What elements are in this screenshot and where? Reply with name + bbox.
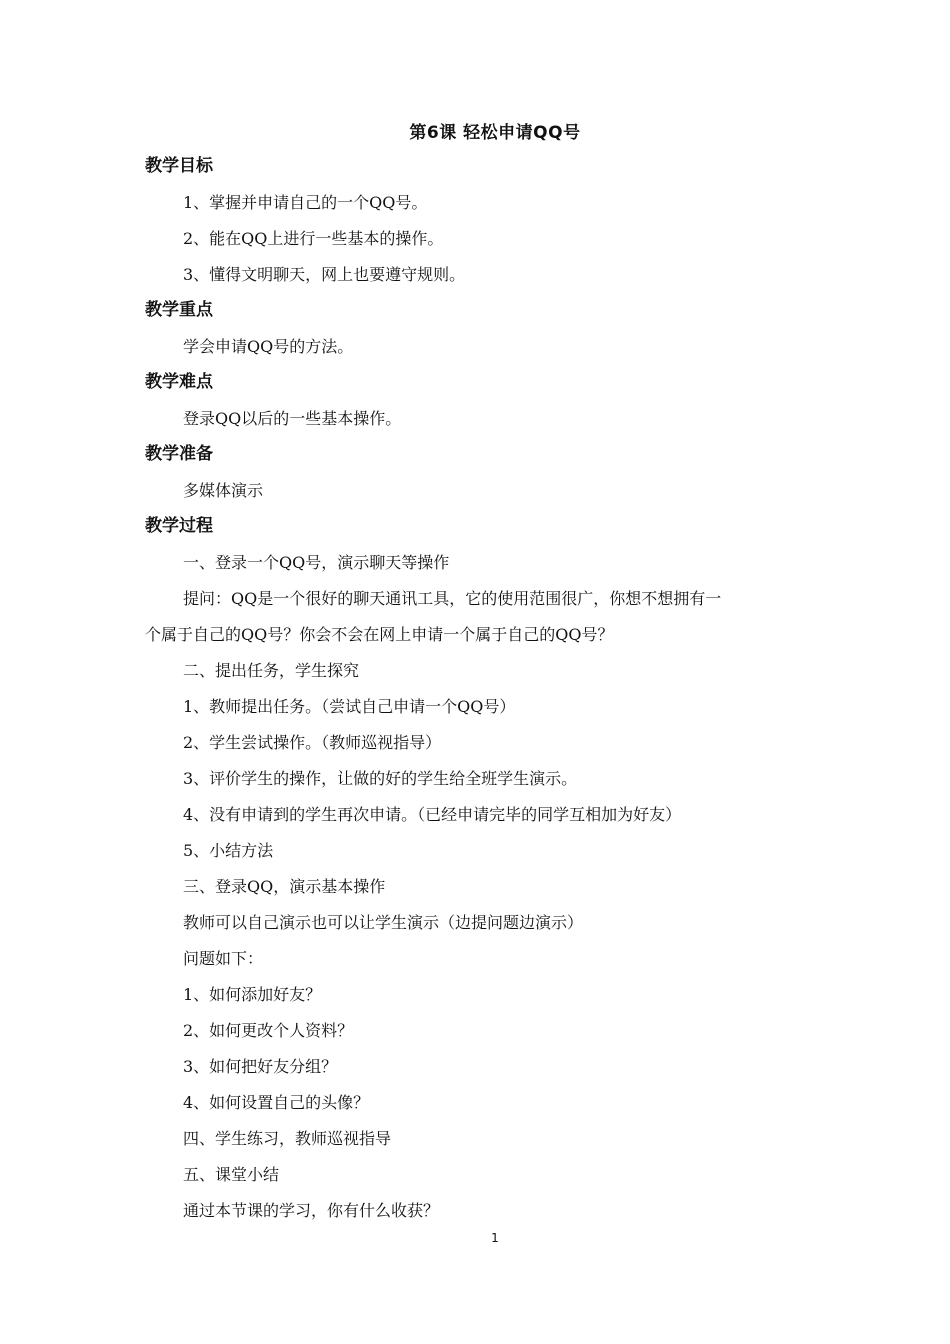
process-question-item: 4、如何设置自己的头像？: [183, 1093, 370, 1112]
goal-item: 1、掌握并申请自己的一个QQ号。: [183, 193, 428, 212]
section-heading-difficulties: 教学难点: [145, 372, 213, 392]
process-step-2-item: 3、评价学生的操作，让做的好的学生给全班学生演示。: [183, 769, 578, 788]
process-step-1-title: 一、登录一个QQ号，演示聊天等操作: [183, 553, 450, 572]
process-step-2-title: 二、提出任务，学生探究: [183, 661, 360, 680]
process-step-2-item: 5、小结方法: [183, 841, 274, 860]
preparation-text: 多媒体演示: [183, 481, 264, 500]
process-questions-intro: 问题如下：: [183, 949, 264, 968]
process-question-item: 3、如何把好友分组？: [183, 1057, 338, 1076]
goal-item: 3、懂得文明聊天，网上也要遵守规则。: [183, 265, 466, 284]
page-number: 1: [491, 1231, 499, 1245]
process-step-2-item: 4、没有申请到的学生再次申请。（已经申请完毕的同学互相加为好友）: [183, 805, 682, 824]
process-question-line-1: 提问：QQ是一个很好的聊天通讯工具，它的使用范围很广，你想不想拥有一: [183, 589, 722, 608]
difficulties-text: 登录QQ以后的一些基本操作。: [183, 409, 402, 428]
process-step-2-item: 2、学生尝试操作。（教师巡视指导）: [183, 733, 442, 752]
process-step-3-note: 教师可以自己演示也可以让学生演示（边提问题边演示）: [183, 913, 584, 932]
section-heading-preparation: 教学准备: [145, 444, 213, 464]
process-step-2-item: 1、教师提出任务。（尝试自己申请一个QQ号）: [183, 697, 516, 716]
process-question-line-2: 个属于自己的QQ号？你会不会在网上申请一个属于自己的QQ号？: [145, 625, 614, 644]
process-question-item: 2、如何更改个人资料？: [183, 1021, 354, 1040]
process-summary-question: 通过本节课的学习，你有什么收获？: [183, 1201, 440, 1220]
page-title: 第6课 轻松申请QQ号: [409, 123, 581, 143]
process-step-3-title: 三、登录QQ，演示基本操作: [183, 877, 386, 896]
process-step-4-title: 四、学生练习，教师巡视指导: [183, 1129, 392, 1148]
process-question-item: 1、如何添加好友？: [183, 985, 322, 1004]
process-step-5-title: 五、课堂小结: [183, 1165, 280, 1184]
document-body: [145, 150, 815, 1230]
section-heading-key-points: 教学重点: [145, 300, 213, 320]
section-heading-goals: 教学目标: [145, 156, 213, 176]
section-heading-process: 教学过程: [145, 516, 213, 536]
key-points-text: 学会申请QQ号的方法。: [183, 337, 354, 356]
goal-item: 2、能在QQ上进行一些基本的操作。: [183, 229, 444, 248]
